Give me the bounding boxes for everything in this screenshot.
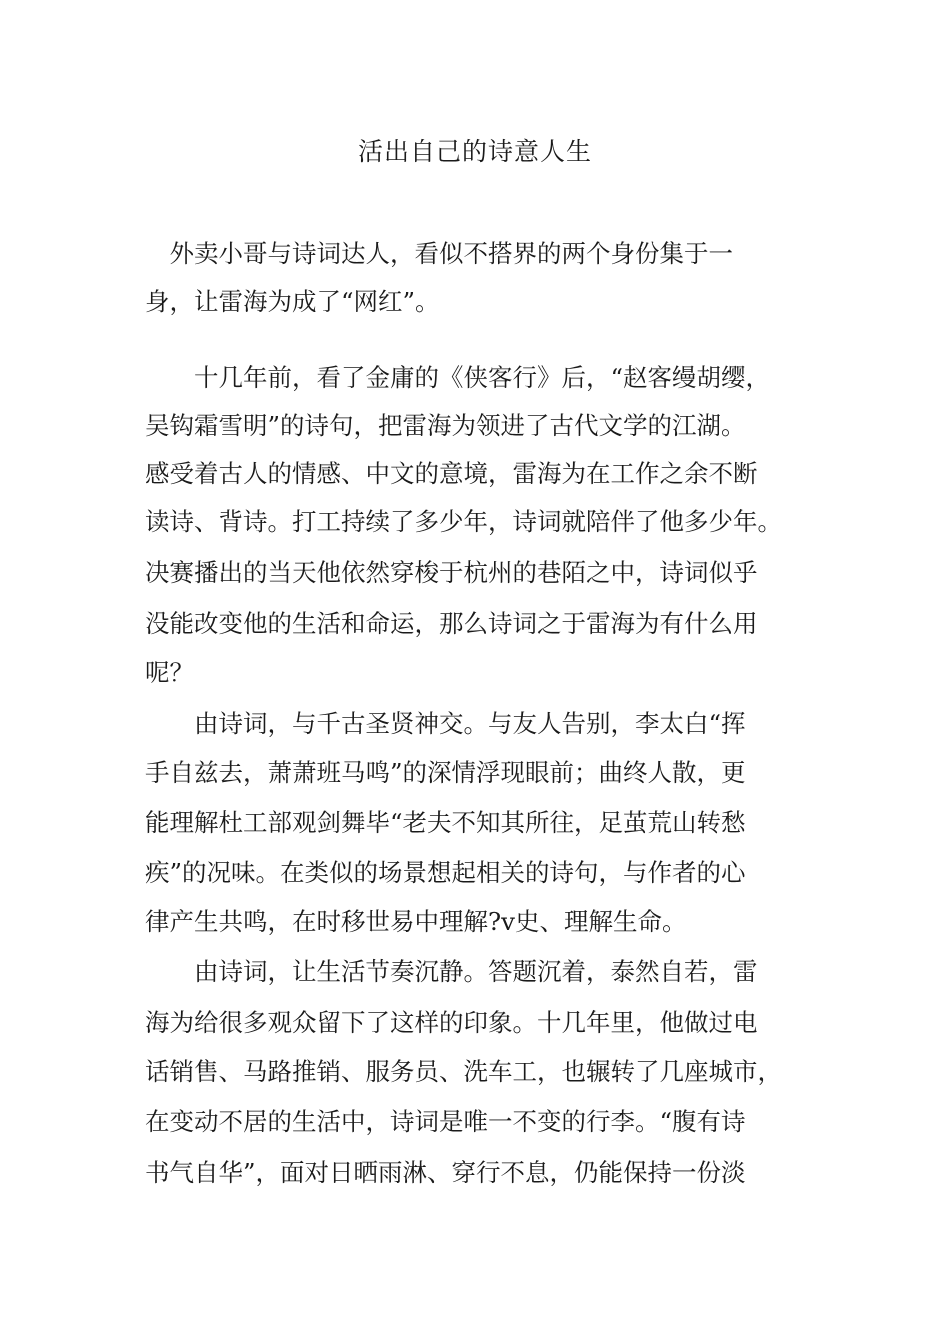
paragraph-line: 身，让雷海为成了“网红”。 (145, 287, 440, 316)
paragraph-line: 由诗词，与千古圣贤神交。与友人告别，李太白“挥 (145, 709, 746, 738)
paragraph-line: 书气自华”，面对日晒雨淋、穿行不息，仍能保持一份淡 (145, 1158, 746, 1187)
paragraph-line: 呢？ (145, 658, 194, 687)
paragraph-line: 外卖小哥与诗词达人，看似不搭界的两个身份集于一 (145, 239, 733, 268)
paragraph-line: 十几年前，看了金庸的《侠客行》后，“赵客缦胡缨， (145, 363, 771, 392)
paragraph-line: 感受着古人的情感、中文的意境，雷海为在工作之余不断 (145, 459, 758, 488)
paragraph-line: 吴钩霜雪明”的诗句，把雷海为领进了古代文学的江湖。 (145, 411, 746, 440)
paragraph-line: 读诗、背诗。打工持续了多少年，诗词就陪伴了他多少年。 (145, 507, 782, 536)
paragraph-line: 在变动不居的生活中，诗词是唯一不变的行李。“腹有诗 (145, 1107, 746, 1136)
paragraph-line: 话销售、马路推销、服务员、洗车工，也辗转了几座城市， (145, 1057, 782, 1086)
paragraph-line: 没能改变他的生活和命运，那么诗词之于雷海为有什么用 (145, 609, 758, 638)
document-title: 活出自己的诗意人生 (357, 137, 592, 166)
paragraph-line: 能理解杜工部观剑舞毕“老夫不知其所往，足茧荒山转愁 (145, 808, 746, 837)
paragraph-line: 海为给很多观众留下了这样的印象。十几年里，他做过电 (145, 1008, 758, 1037)
paragraph-line: 律产生共鸣，在时移世易中理解?v史、理解生命。 (145, 907, 687, 936)
paragraph-line: 疾”的况味。在类似的场景想起相关的诗句，与作者的心 (145, 858, 746, 887)
paragraph-line: 手自兹去，萧萧班马鸣”的深情浮现眼前；曲终人散，更 (145, 758, 746, 787)
paragraph-line: 决赛播出的当天他依然穿梭于杭州的巷陌之中，诗词似乎 (145, 558, 758, 587)
paragraph-line: 由诗词，让生活节奏沉静。答题沉着，泰然自若，雷 (145, 957, 758, 986)
